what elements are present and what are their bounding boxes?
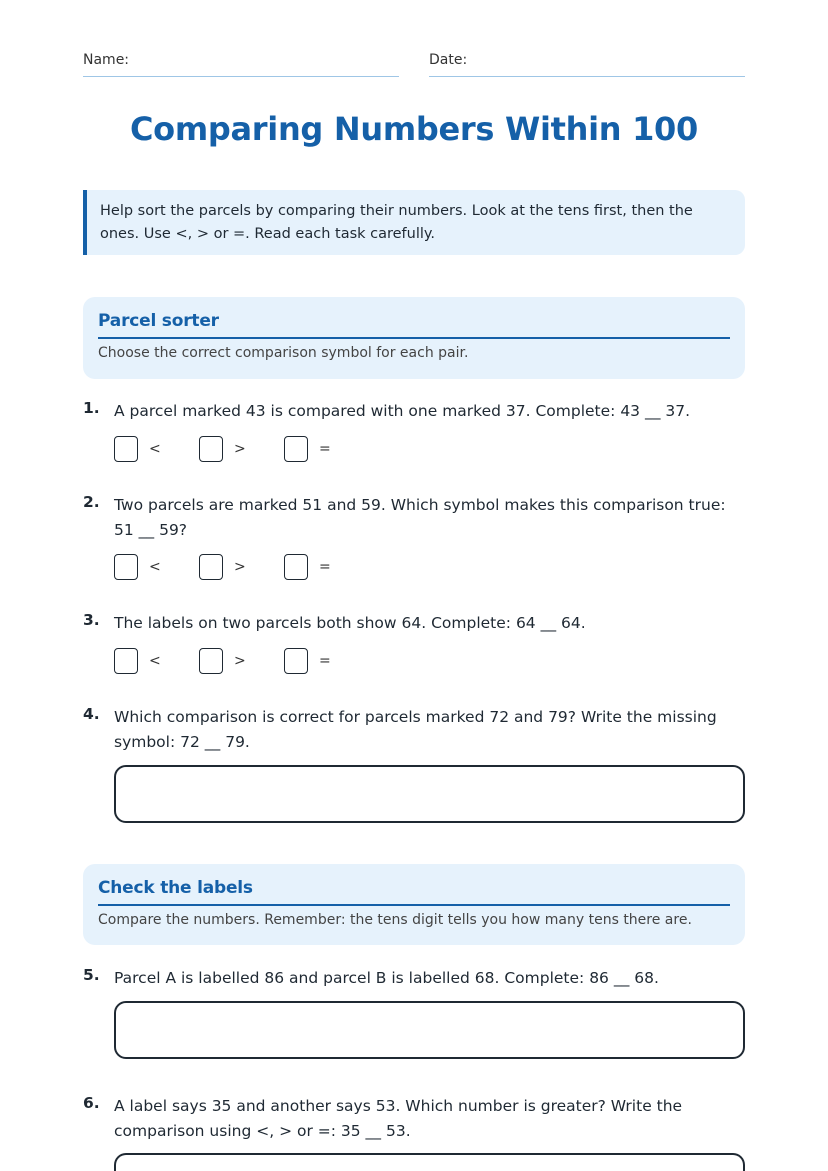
checkbox[interactable] xyxy=(199,554,223,580)
choice-symbol: < xyxy=(149,441,161,457)
question-text: A label says 35 and another says 53. Which number is greater? Write the comparison using <, > or =: 35 __ 53. xyxy=(114,1097,683,1140)
choice-less-than[interactable] xyxy=(114,435,199,463)
choice-less-than[interactable] xyxy=(114,647,199,675)
question-text: Parcel A is labelled 86 and parcel B is labelled 68. Complete: 86 __ 68. xyxy=(114,969,659,987)
choice-symbol: < xyxy=(149,559,161,575)
name-field[interactable] xyxy=(83,52,399,77)
choice-equal[interactable] xyxy=(284,647,369,675)
checkbox[interactable] xyxy=(114,554,138,580)
choice-group xyxy=(114,553,369,581)
choice-symbol: > xyxy=(234,559,246,575)
question-number: 3. xyxy=(83,611,100,629)
section-title: Parcel sorter xyxy=(98,311,730,339)
section-subtitle: Compare the numbers. Remember: the tens digit tells you how many tens there are. xyxy=(98,912,692,928)
choice-equal[interactable] xyxy=(284,435,369,463)
choice-symbol: = xyxy=(319,559,331,575)
checkbox[interactable] xyxy=(284,436,308,462)
question-text: A parcel marked 43 is compared with one marked 37. Complete: 43 __ 37. xyxy=(114,402,691,420)
choice-symbol: = xyxy=(319,441,331,457)
checkbox[interactable] xyxy=(199,436,223,462)
question-number: 2. xyxy=(83,493,100,511)
date-field[interactable] xyxy=(429,52,745,77)
choice-greater-than[interactable] xyxy=(199,553,284,581)
question-text: Which comparison is correct for parcels marked 72 and 79? Write the missing symbol: 72 __ 79. xyxy=(114,708,717,751)
section-subtitle: Choose the correct comparison symbol for each pair. xyxy=(98,345,469,361)
answer-input[interactable] xyxy=(114,765,745,823)
choice-less-than[interactable] xyxy=(114,553,199,581)
choice-symbol: < xyxy=(149,653,161,669)
question-number: 6. xyxy=(83,1094,100,1112)
checkbox[interactable] xyxy=(284,648,308,674)
choice-equal[interactable] xyxy=(284,553,369,581)
choice-group xyxy=(114,647,369,675)
intro-box: Help sort the parcels by comparing their numbers. Look at the tens first, then the ones. Use <, > or =. Read each task carefully. xyxy=(83,190,745,255)
choice-greater-than[interactable] xyxy=(199,435,284,463)
name-label: Name: xyxy=(83,52,130,68)
date-label: Date: xyxy=(429,52,468,68)
question-text: The labels on two parcels both show 64. Complete: 64 __ 64. xyxy=(114,614,586,632)
question-number: 4. xyxy=(83,705,100,723)
answer-input[interactable] xyxy=(114,1001,745,1059)
header-fields xyxy=(83,52,745,78)
choice-greater-than[interactable] xyxy=(199,647,284,675)
choice-symbol: = xyxy=(319,653,331,669)
page-title: Comparing Numbers Within 100 xyxy=(129,110,698,148)
choice-symbol: > xyxy=(234,653,246,669)
question-number: 1. xyxy=(83,399,100,417)
section-title: Check the labels xyxy=(98,878,730,906)
checkbox[interactable] xyxy=(114,648,138,674)
choice-group xyxy=(114,435,369,463)
choice-symbol: > xyxy=(234,441,246,457)
question-number: 5. xyxy=(83,966,100,984)
checkbox[interactable] xyxy=(114,436,138,462)
question-text: Two parcels are marked 51 and 59. Which symbol makes this comparison true: 51 __ 59? xyxy=(114,496,726,539)
checkbox[interactable] xyxy=(199,648,223,674)
checkbox[interactable] xyxy=(284,554,308,580)
section-parcel-sorter xyxy=(83,297,745,379)
answer-input[interactable] xyxy=(114,1153,745,1171)
section-check-the-labels xyxy=(83,864,745,945)
